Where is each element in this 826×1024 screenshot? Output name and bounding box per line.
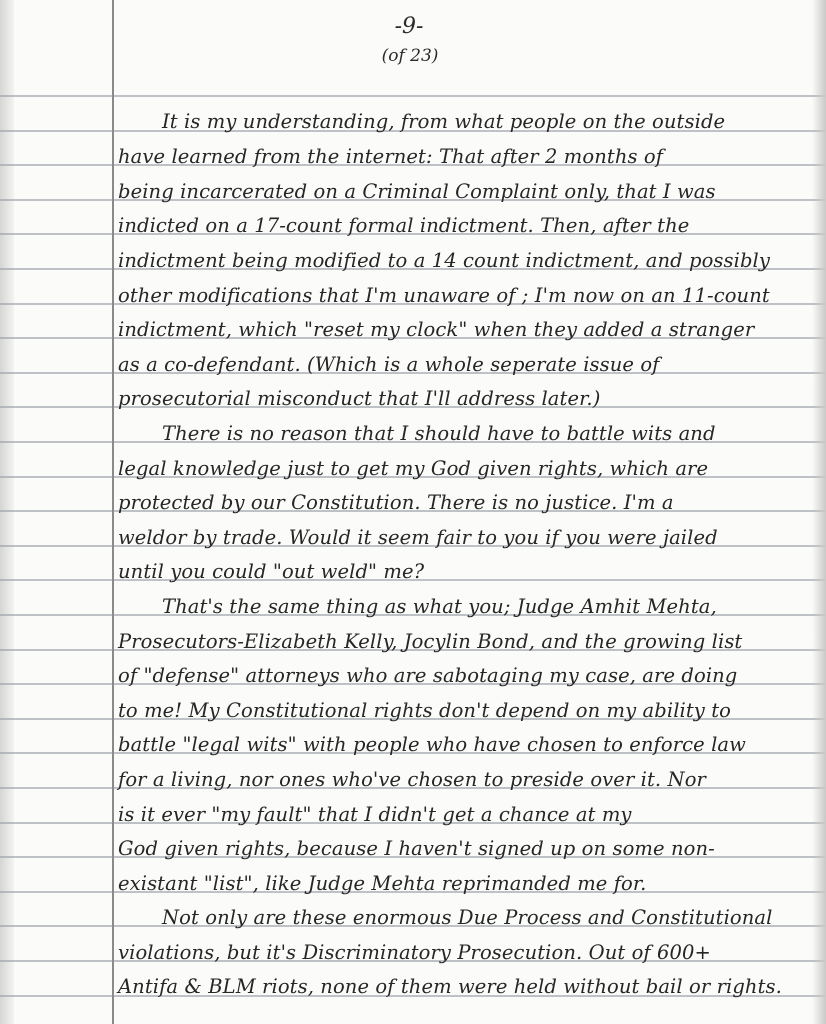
text-line-11: legal knowledge just to get my God given rights, which are — [118, 457, 709, 480]
text-line-23: existant "list", like Judge Mehta reprimanded me for. — [118, 872, 647, 895]
text-line-22: God given rights, because I haven't signed up on some non- — [118, 837, 715, 860]
text-line-26: Antifa & BLM riots, none of them were held without bail or rights. — [118, 975, 782, 998]
text-line-7: indictment, which "reset my clock" when they added a stranger — [118, 318, 755, 341]
text-line-14: until you could "out weld" me? — [118, 560, 425, 583]
text-line-1: It is my understanding, from what people on the outside — [162, 110, 726, 133]
text-line-5: indictment being modified to a 14 count indictment, and possibly — [118, 249, 771, 272]
page-number: -9- — [394, 14, 424, 39]
text-line-8: as a co-defendant. (Which is a whole seperate issue of — [118, 353, 660, 376]
margin-line — [112, 0, 114, 1024]
text-line-6: other modifications that I'm unaware of ; I'm now on an 11-count — [118, 284, 770, 307]
text-line-3: being incarcerated on a Criminal Complaint only, that I was — [118, 180, 716, 203]
page-count: (of 23) — [381, 46, 439, 66]
text-line-19: battle "legal wits" with people who have chosen to enforce law — [118, 733, 746, 756]
text-line-9: prosecutorial misconduct that I'll address later.) — [118, 387, 601, 410]
text-line-10: There is no reason that I should have to battle wits and — [162, 422, 716, 445]
text-line-20: for a living, nor ones who've chosen to preside over it. Nor — [118, 768, 706, 791]
text-line-21: is it ever "my fault" that I didn't get a chance at my — [118, 803, 632, 826]
text-line-18: to me! My Constitutional rights don't depend on my ability to — [118, 699, 731, 722]
text-line-25: violations, but it's Discriminatory Prosecution. Out of 600+ — [118, 941, 711, 964]
text-line-2: have learned from the internet: That after 2 months of — [118, 145, 664, 168]
text-line-15: That's the same thing as what you; Judge Amhit Mehta, — [162, 595, 717, 618]
text-line-16: Prosecutors-Elizabeth Kelly, Jocylin Bond, and the growing list — [118, 630, 743, 653]
text-line-24: Not only are these enormous Due Process and Constitutional — [162, 906, 773, 929]
text-line-12: protected by our Constitution. There is no justice. I'm a — [118, 491, 674, 514]
text-line-13: weldor by trade. Would it seem fair to you if you were jailed — [118, 526, 718, 549]
text-line-4: indicted on a 17-count formal indictment. Then, after the — [118, 214, 690, 237]
text-line-17: of "defense" attorneys who are sabotaging my case, are doing — [118, 664, 738, 687]
